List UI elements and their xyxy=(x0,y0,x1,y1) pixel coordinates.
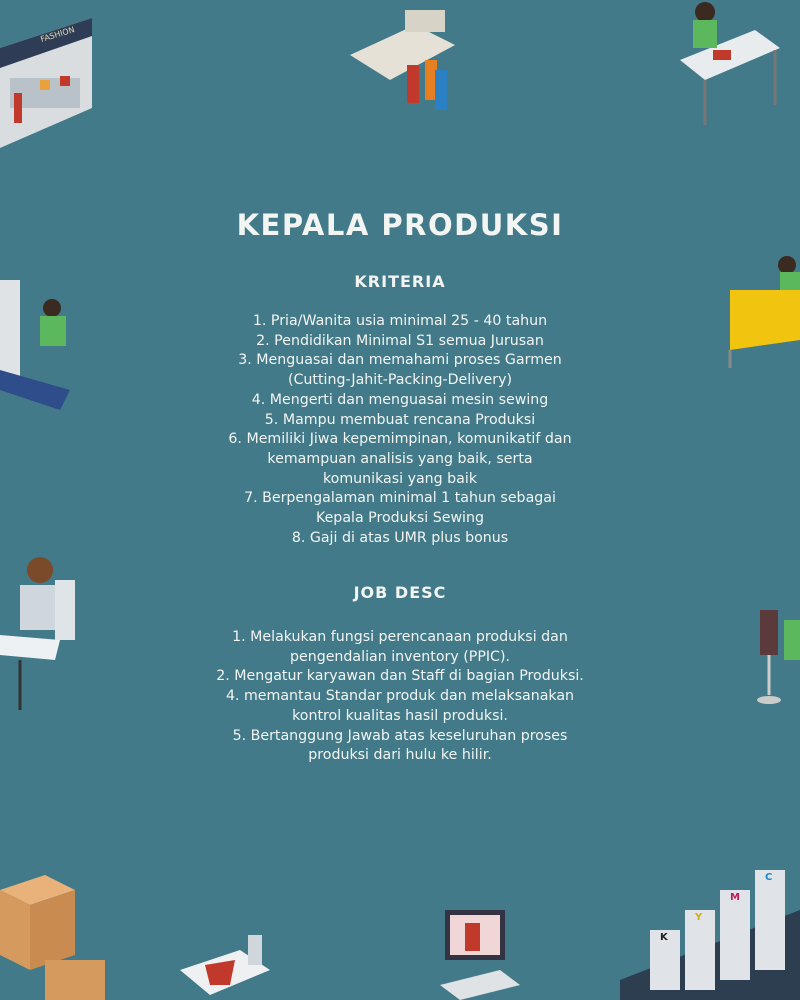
cutting-table-illustration xyxy=(725,250,800,370)
kriteria-line: 5. Mampu membuat rencana Produksi xyxy=(264,411,536,428)
jobdesc-line: 2. Mengatur karyawan dan Staff di bagian Produksi. xyxy=(216,668,584,685)
fashion-shop-illustration xyxy=(0,8,100,158)
jobdesc-list xyxy=(0,628,800,766)
kriteria-line: kemampuan analisis yang baik, serta xyxy=(267,450,533,467)
printer-key-k: K xyxy=(660,932,668,943)
jobdesc-line: pengendalian inventory (PPIC). xyxy=(289,648,511,665)
jobdesc-line: 5. Bertanggung Jawab atas keseluruhan proses xyxy=(232,727,568,744)
printer-key-m: M xyxy=(730,892,740,903)
jobdesc-heading: JOB DESC xyxy=(353,583,447,602)
kriteria-line: Kepala Produksi Sewing xyxy=(315,510,484,527)
kriteria-line: (Cutting-Jahit-Packing-Delivery) xyxy=(287,372,512,389)
designer-desk-illustration xyxy=(665,0,785,130)
mannequin-illustration xyxy=(752,600,800,710)
kriteria-line: 6. Memiliki Jiwa kepemimpinan, komunikatif dan xyxy=(228,431,572,448)
kriteria-line: 3. Menguasai dan memahami proses Garmen xyxy=(238,352,562,369)
jobdesc-line: produksi dari hulu ke hilir. xyxy=(308,747,492,764)
fabric-table-illustration xyxy=(180,930,270,1000)
printer-key-y: Y xyxy=(695,912,703,923)
kriteria-line: komunikasi yang baik xyxy=(322,470,478,487)
printer-key-c: C xyxy=(765,872,773,883)
kriteria-line: 7. Berpengalaman minimal 1 tahun sebagai xyxy=(244,490,556,507)
jobdesc-line: kontrol kualitas hasil produksi. xyxy=(292,707,508,724)
jobdesc-line: 1. Melakukan fungsi perencanaan produksi dan xyxy=(232,629,568,645)
boxes-illustration xyxy=(0,870,110,1000)
kriteria-line: 8. Gaji di atas UMR plus bonus xyxy=(291,529,509,546)
kriteria-line: 1. Pria/Wanita usia minimal 25 - 40 tahun xyxy=(252,313,548,329)
kriteria-heading: KRITERIA xyxy=(354,272,446,291)
shop-sign-text: FASHION xyxy=(39,25,76,44)
kriteria-line: 2. Pendidikan Minimal S1 semua Jurusan xyxy=(256,332,544,349)
office-worker-illustration xyxy=(0,550,80,720)
kriteria-list xyxy=(0,312,800,548)
ironing-worker-illustration xyxy=(0,270,80,420)
kriteria-line: 4. Mengerti dan menguasai mesin sewing xyxy=(251,391,549,408)
printer-illustration xyxy=(620,850,800,1000)
sewing-machine-illustration xyxy=(345,10,465,110)
computer-design-illustration xyxy=(440,905,520,1000)
jobdesc-line: 4. memantau Standar produk dan melaksanakan xyxy=(225,688,575,705)
page-title: KEPALA PRODUKSI xyxy=(236,208,564,242)
